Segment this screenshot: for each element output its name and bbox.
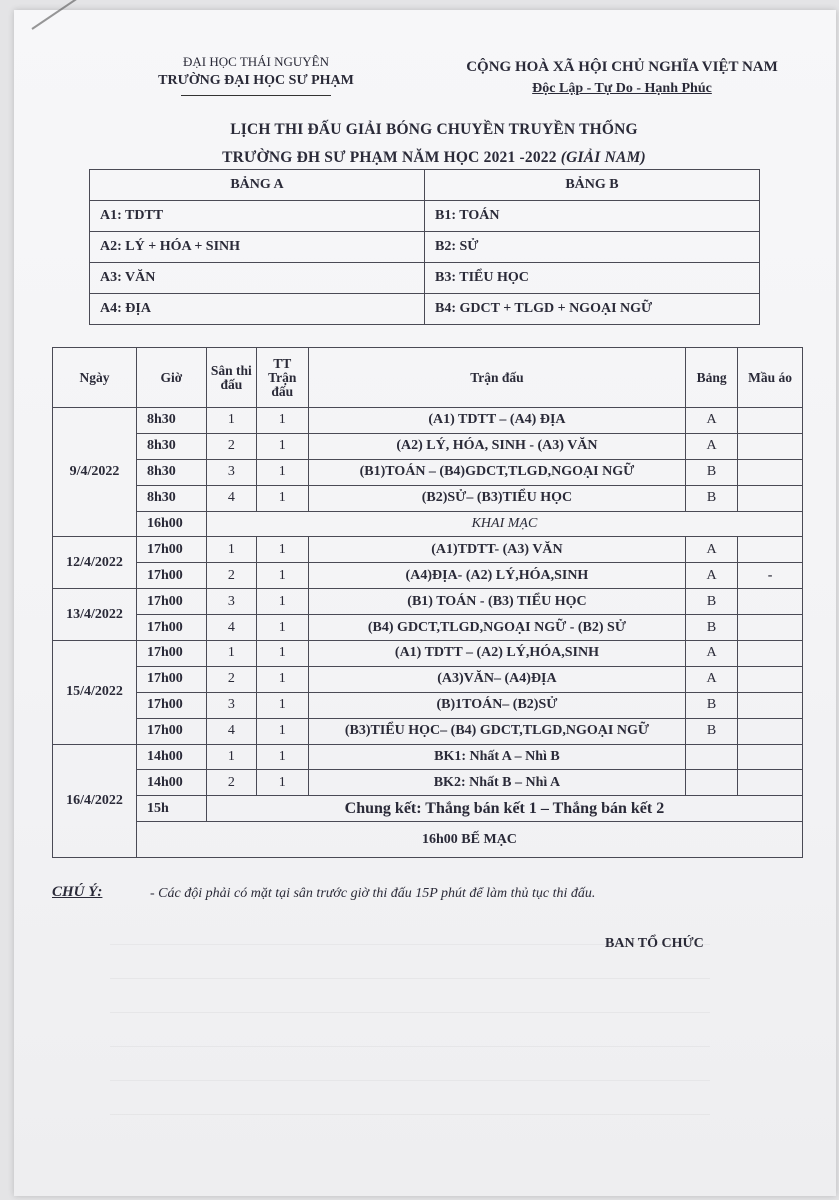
shirt-cell: [738, 641, 803, 667]
page-fold-mark: [31, 0, 98, 30]
order-cell: 1: [256, 641, 308, 667]
time-cell: 17h00: [136, 615, 206, 641]
groups-row: [90, 201, 760, 232]
match-cell: (B1)TOÁN – (B4)GDCT,TLGD,NGOẠI NGỮ: [308, 459, 685, 485]
court-cell: 2: [206, 770, 256, 796]
table-row: [53, 485, 803, 511]
note-text: - Các đội phải có mặt tại sân trước giờ thi đấu 15P phút để làm thủ tục thi đấu.: [150, 886, 596, 901]
time-cell: 8h30: [136, 485, 206, 511]
group-cell: [686, 770, 738, 796]
group-cell: B: [686, 485, 738, 511]
group-cell: A: [686, 563, 738, 589]
table-row: [53, 433, 803, 459]
time-cell: 8h30: [136, 408, 206, 434]
court-cell: 3: [206, 589, 256, 615]
match-cell: (B2)SỬ– (B3)TIỂU HỌC: [308, 485, 685, 511]
title-line-1: LỊCH THI ĐẤU GIẢI BÓNG CHUYỀN TRUYỀN THỐNG: [230, 121, 638, 138]
group-cell: A: [686, 408, 738, 434]
group-a-team: A4: ĐỊA: [90, 294, 425, 325]
time-cell: 15h: [136, 796, 206, 822]
court-cell: 1: [206, 408, 256, 434]
group-a-team: A1: TDTT: [90, 201, 425, 232]
col-group-header: Bảng: [686, 348, 738, 408]
date-cell: 9/4/2022: [53, 408, 137, 537]
group-cell: [686, 744, 738, 770]
group-a-header: BẢNG A: [90, 170, 425, 201]
match-cell: (A1) TDTT – (A4) ĐỊA: [308, 408, 685, 434]
match-cell: (B1) TOÁN - (B3) TIỂU HỌC: [308, 589, 685, 615]
shirt-cell: [738, 718, 803, 744]
group-cell: B: [686, 459, 738, 485]
group-cell: B: [686, 692, 738, 718]
organizer-signature: BAN TỔ CHỨC: [605, 936, 704, 951]
shirt-cell: [738, 615, 803, 641]
table-row: [53, 796, 803, 822]
col-order-header: TT Trận đấu: [256, 348, 308, 408]
time-cell: 14h00: [136, 744, 206, 770]
table-row: [53, 589, 803, 615]
court-cell: 2: [206, 433, 256, 459]
time-cell: 17h00: [136, 718, 206, 744]
court-cell: 3: [206, 692, 256, 718]
table-row: [53, 459, 803, 485]
title-line-2-text: TRƯỜNG ĐH SƯ PHẠM NĂM HỌC 2021 -2022: [222, 149, 557, 166]
order-cell: 1: [256, 485, 308, 511]
national-motto: Độc Lập - Tự Do - Hạnh Phúc: [532, 81, 712, 96]
table-row: [53, 563, 803, 589]
match-cell: BK2: Nhất B – Nhì A: [308, 770, 685, 796]
group-cell: A: [686, 641, 738, 667]
table-row: [53, 692, 803, 718]
groups-row: [90, 263, 760, 294]
time-cell: 14h00: [136, 770, 206, 796]
order-cell: 1: [256, 589, 308, 615]
court-cell: 4: [206, 718, 256, 744]
closing-ceremony-cell: 16h00 BẾ MẠC: [136, 822, 802, 858]
shirt-cell: [738, 692, 803, 718]
schedule-table: [52, 347, 803, 858]
group-cell: B: [686, 615, 738, 641]
order-cell: 1: [256, 692, 308, 718]
note-label: CHÚ Ý:: [52, 884, 103, 900]
group-cell: B: [686, 589, 738, 615]
table-row: [53, 718, 803, 744]
table-row: [53, 408, 803, 434]
order-cell: 1: [256, 408, 308, 434]
court-cell: 3: [206, 459, 256, 485]
match-cell: BK1: Nhất A – Nhì B: [308, 744, 685, 770]
group-cell: A: [686, 433, 738, 459]
school-name: TRƯỜNG ĐẠI HỌC SƯ PHẠM: [158, 73, 354, 88]
document-title: [104, 116, 764, 172]
nation-name: CỘNG HOÀ XÃ HỘI CHỦ NGHĨA VIỆT NAM: [466, 59, 778, 75]
group-b-header: BẢNG B: [425, 170, 760, 201]
shirt-cell: [738, 485, 803, 511]
match-cell: (B3)TIỂU HỌC– (B4) GDCT,TLGD,NGOẠI NGỮ: [308, 718, 685, 744]
col-match-header: Trận đấu: [308, 348, 685, 408]
groups-header-row: [90, 170, 760, 201]
shirt-cell: [738, 744, 803, 770]
shirt-cell: [738, 408, 803, 434]
shirt-cell: [738, 459, 803, 485]
time-cell: 8h30: [136, 459, 206, 485]
court-cell: 4: [206, 615, 256, 641]
time-cell: 17h00: [136, 537, 206, 563]
group-b-team: B3: TIỂU HỌC: [425, 263, 760, 294]
group-b-team: B1: TOÁN: [425, 201, 760, 232]
date-cell: 12/4/2022: [53, 537, 137, 589]
match-cell: (A1) TDTT – (A2) LÝ,HÓA,SINH: [308, 641, 685, 667]
match-cell: (B)1TOÁN– (B2)SỬ: [308, 692, 685, 718]
court-cell: 1: [206, 641, 256, 667]
title-line-2: [104, 144, 764, 172]
time-cell: 17h00: [136, 641, 206, 667]
date-cell: 16/4/2022: [53, 744, 137, 858]
shirt-cell: [738, 666, 803, 692]
time-cell: 17h00: [136, 563, 206, 589]
col-time-header: Giờ: [136, 348, 206, 408]
match-cell: (B4) GDCT,TLGD,NGOẠI NGỮ - (B2) SỬ: [308, 615, 685, 641]
groups-table: [89, 169, 760, 325]
match-cell: (A1)TDTT- (A3) VĂN: [308, 537, 685, 563]
order-cell: 1: [256, 770, 308, 796]
order-cell: 1: [256, 718, 308, 744]
shirt-cell: [738, 537, 803, 563]
col-date-header: Ngày: [53, 348, 137, 408]
final-match-cell: Chung kết: Thắng bán kết 1 – Thắng bán kết 2: [206, 796, 802, 822]
order-cell: 1: [256, 433, 308, 459]
time-cell: 8h30: [136, 433, 206, 459]
col-court-header: Sân thi đấu: [206, 348, 256, 408]
shirt-cell: [738, 433, 803, 459]
header-underline: [181, 95, 331, 96]
date-cell: 15/4/2022: [53, 641, 137, 745]
court-cell: 1: [206, 744, 256, 770]
header-left: [116, 52, 396, 96]
time-cell: 17h00: [136, 692, 206, 718]
event-cell: KHAI MẠC: [206, 511, 802, 537]
col-shirt-header: Mầu áo: [738, 348, 803, 408]
order-cell: 1: [256, 666, 308, 692]
table-row: [53, 822, 803, 858]
shirt-cell: [738, 589, 803, 615]
court-cell: 2: [206, 563, 256, 589]
group-b-team: B2: SỬ: [425, 232, 760, 263]
header-right: [432, 56, 812, 100]
group-a-team: A3: VĂN: [90, 263, 425, 294]
schedule-header-row: [53, 348, 803, 408]
group-b-team: B4: GDCT + TLGD + NGOẠI NGỮ: [425, 294, 760, 325]
group-a-team: A2: LÝ + HÓA + SINH: [90, 232, 425, 263]
groups-row: [90, 294, 760, 325]
time-cell: 17h00: [136, 666, 206, 692]
table-row: [53, 537, 803, 563]
group-cell: A: [686, 537, 738, 563]
university-name: ĐẠI HỌC THÁI NGUYÊN: [183, 54, 329, 69]
court-cell: 1: [206, 537, 256, 563]
table-row: [53, 511, 803, 537]
table-row: [53, 615, 803, 641]
group-cell: A: [686, 666, 738, 692]
match-cell: (A3)VĂN– (A4)ĐỊA: [308, 666, 685, 692]
shirt-cell: -: [738, 563, 803, 589]
table-row: [53, 770, 803, 796]
title-line-2-note: (GIẢI NAM): [560, 149, 646, 166]
court-cell: 4: [206, 485, 256, 511]
match-cell: (A4)ĐỊA- (A2) LÝ,HÓA,SINH: [308, 563, 685, 589]
group-cell: B: [686, 718, 738, 744]
table-row: [53, 641, 803, 667]
time-cell: 16h00: [136, 511, 206, 537]
order-cell: 1: [256, 459, 308, 485]
order-cell: 1: [256, 537, 308, 563]
order-cell: 1: [256, 615, 308, 641]
table-row: [53, 666, 803, 692]
groups-row: [90, 232, 760, 263]
order-cell: 1: [256, 563, 308, 589]
date-cell: 13/4/2022: [53, 589, 137, 641]
match-cell: (A2) LÝ, HÓA, SINH - (A3) VĂN: [308, 433, 685, 459]
show-through-texture: [110, 915, 710, 1115]
court-cell: 2: [206, 666, 256, 692]
time-cell: 17h00: [136, 589, 206, 615]
shirt-cell: [738, 770, 803, 796]
table-row: [53, 744, 803, 770]
order-cell: 1: [256, 744, 308, 770]
